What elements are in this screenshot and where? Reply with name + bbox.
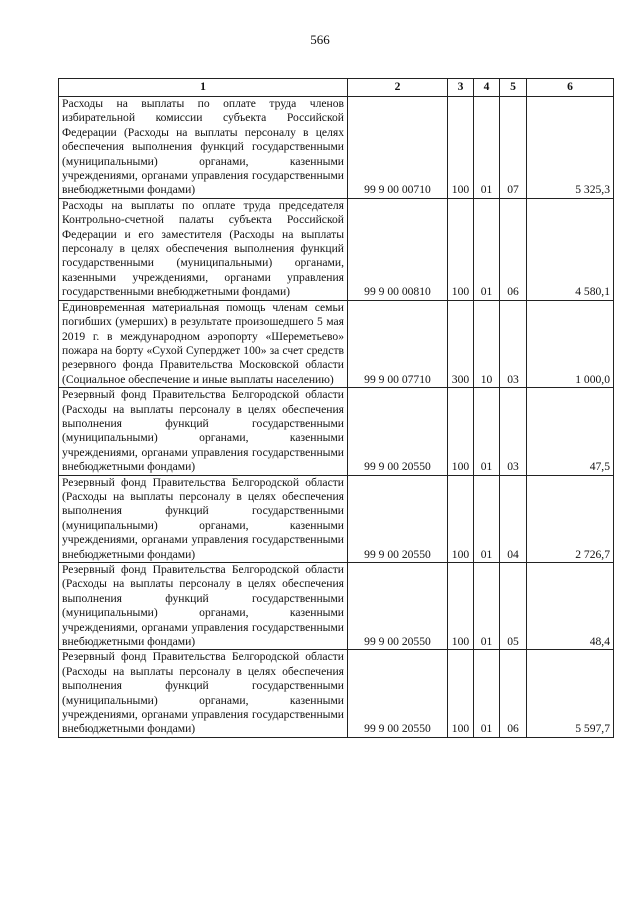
table-row — [59, 475, 614, 562]
row-description: Резервный фонд Правительства Белгородской области (Расходы на выплаты персоналу в целях обеспечения выполнения функций государственными (муниципальными) органами, казенными учреждениями, органами управления государственными внебюджетными фондами) — [59, 475, 348, 562]
row-col3: 300 — [448, 300, 474, 387]
column-header-1: 1 — [59, 79, 348, 97]
row-col5: 06 — [500, 198, 527, 300]
row-col3: 100 — [448, 563, 474, 650]
budget-table — [58, 78, 614, 738]
row-col3: 100 — [448, 650, 474, 737]
table-row — [59, 198, 614, 300]
column-header-4: 4 — [474, 79, 500, 97]
row-description: Расходы на выплаты по оплате труда членов избирательной комиссии субъекта Российской Федерации (Расходы на выплаты персоналу в целях обеспечения выполнения функций государственными (муниципальными) органами, казенными учреждениями, органами управления государственными внебюджетными фондами) — [59, 97, 348, 199]
row-col3: 100 — [448, 97, 474, 199]
row-description: Резервный фонд Правительства Белгородской области (Расходы на выплаты персоналу в целях обеспечения выполнения функций государственными (муниципальными) органами, казенными учреждениями, органами управления государственными внебюджетными фондами) — [59, 563, 348, 650]
row-col5: 03 — [500, 300, 527, 387]
row-description: Единовременная материальная помощь членам семьи погибших (умерших) в результате произошедшего 5 мая 2019 г. в международном аэропорту «Шереметьево» пожара на борту «Сухой Суперджет 100» за счет средств резервного фонда Правительства Московской области (Социальное обеспечение и иные выплаты населению) — [59, 300, 348, 387]
row-code: 99 9 00 20550 — [348, 650, 448, 737]
row-code: 99 9 00 20550 — [348, 388, 448, 475]
row-col5: 05 — [500, 563, 527, 650]
row-col4: 01 — [474, 97, 500, 199]
row-col5: 04 — [500, 475, 527, 562]
row-col4: 01 — [474, 198, 500, 300]
row-amount: 2 726,7 — [527, 475, 614, 562]
row-col3: 100 — [448, 475, 474, 562]
row-code: 99 9 00 07710 — [348, 300, 448, 387]
row-col4: 01 — [474, 475, 500, 562]
table-row — [59, 97, 614, 199]
row-amount: 47,5 — [527, 388, 614, 475]
row-col3: 100 — [448, 198, 474, 300]
row-description: Резервный фонд Правительства Белгородской области (Расходы на выплаты персоналу в целях обеспечения выполнения функций государственными (муниципальными) органами, казенными учреждениями, органами управления государственными внебюджетными фондами) — [59, 388, 348, 475]
column-header-2: 2 — [348, 79, 448, 97]
table-row — [59, 388, 614, 475]
row-col4: 01 — [474, 388, 500, 475]
row-amount: 5 325,3 — [527, 97, 614, 199]
row-col4: 01 — [474, 563, 500, 650]
row-description: Резервный фонд Правительства Белгородской области (Расходы на выплаты персоналу в целях обеспечения выполнения функций государственными (муниципальными) органами, казенными учреждениями, органами управления государственными внебюджетными фондами) — [59, 650, 348, 737]
row-amount: 48,4 — [527, 563, 614, 650]
row-amount: 4 580,1 — [527, 198, 614, 300]
page-number: 566 — [310, 32, 330, 47]
column-header-6: 6 — [527, 79, 614, 97]
table-row — [59, 563, 614, 650]
column-header-3: 3 — [448, 79, 474, 97]
row-description: Расходы на выплаты по оплате труда председателя Контрольно-счетной палаты субъекта Российской Федерации и его заместителя (Расходы на выплаты персоналу в целях обеспечения выполнения функций государственными (муниципальными) органами, казенными учреждениями, органами управления государственными внебюджетными фондами) — [59, 198, 348, 300]
row-code: 99 9 00 00710 — [348, 97, 448, 199]
row-code: 99 9 00 20550 — [348, 563, 448, 650]
row-col5: 07 — [500, 97, 527, 199]
column-header-5: 5 — [500, 79, 527, 97]
row-col5: 03 — [500, 388, 527, 475]
row-col5: 06 — [500, 650, 527, 737]
row-col4: 10 — [474, 300, 500, 387]
table-row — [59, 650, 614, 737]
row-amount: 5 597,7 — [527, 650, 614, 737]
row-amount: 1 000,0 — [527, 300, 614, 387]
row-col3: 100 — [448, 388, 474, 475]
row-code: 99 9 00 00810 — [348, 198, 448, 300]
table-header-row — [59, 79, 614, 97]
row-col4: 01 — [474, 650, 500, 737]
table-row — [59, 300, 614, 387]
row-code: 99 9 00 20550 — [348, 475, 448, 562]
